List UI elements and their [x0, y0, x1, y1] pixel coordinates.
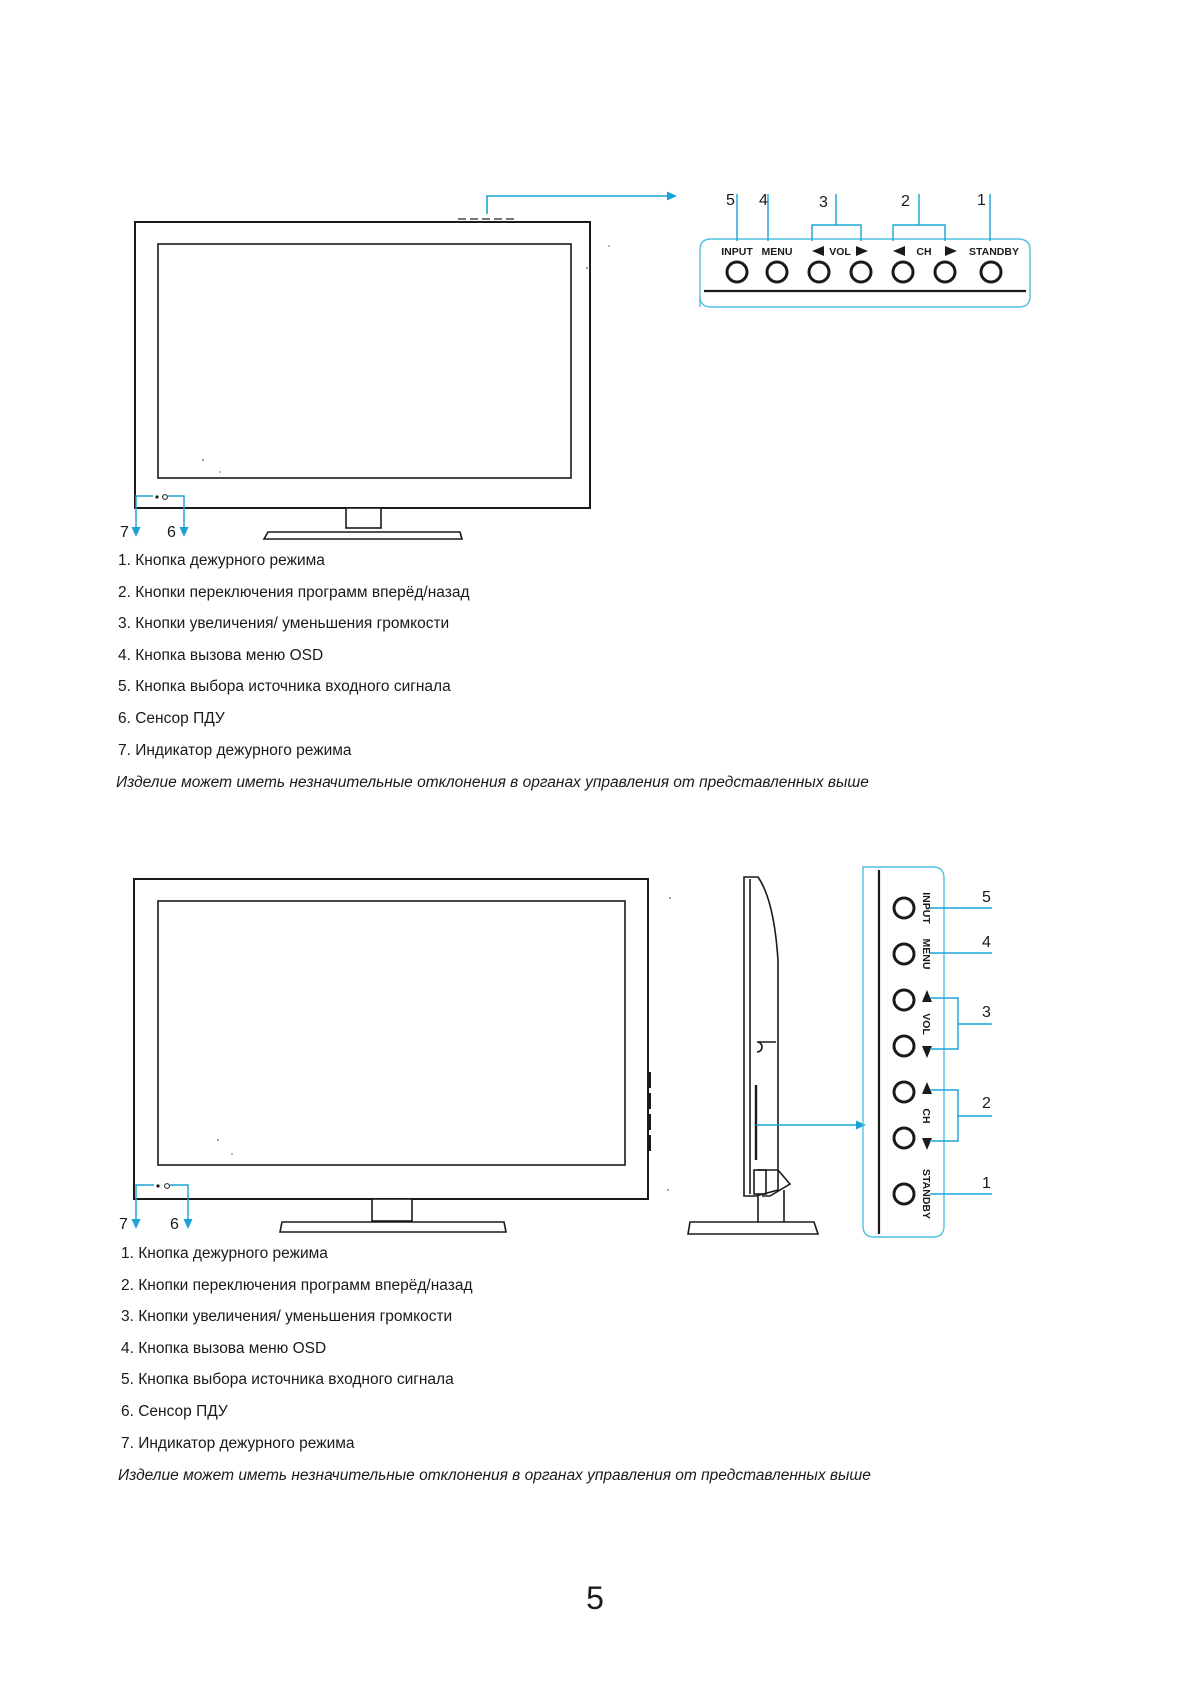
button-menu: [767, 262, 787, 282]
tv-front-diagram-bottom: [0, 850, 1190, 1250]
ch-down-icon: [922, 1138, 932, 1150]
legend-item: 5. Кнопка выбора источника входного сигнала: [118, 678, 451, 696]
side-panel-pointer: [756, 1121, 866, 1130]
button-input: [894, 898, 914, 918]
tv-stand-base: [280, 1222, 506, 1232]
sensor-arrow: [184, 1219, 193, 1229]
button-ch-down: [894, 1128, 914, 1148]
legend-item: 2. Кнопки переключения программ вперёд/назад: [118, 583, 470, 601]
label-input: INPUT: [920, 892, 932, 924]
callout-6: 6: [167, 524, 176, 541]
label-vol: VOL: [829, 246, 851, 258]
standby-indicator-dot: [155, 495, 158, 498]
legend-item: 3. Кнопки увеличения/ уменьшения громкости: [118, 615, 450, 633]
control-panel-horizontal: [700, 239, 1030, 307]
callout-7: 7: [120, 524, 129, 541]
tv-stand-neck: [372, 1199, 412, 1221]
legend-bottom: [121, 1238, 473, 1459]
diagram-top: [0, 0, 1190, 800]
panel-callout-4: 4: [982, 934, 991, 951]
button-vol-down: [894, 1036, 914, 1056]
page-number: 5: [586, 1580, 604, 1616]
button-vol-up: [851, 262, 871, 282]
label-standby: STANDBY: [920, 1169, 932, 1219]
button-vol-up: [894, 990, 914, 1010]
legend-item: 7. Индикатор дежурного режима: [121, 1434, 355, 1452]
legend-item: 6. Сенсор ПДУ: [121, 1402, 228, 1420]
panel-callout-3: 3: [982, 1004, 991, 1021]
legend-item: 7. Индикатор дежурного режима: [118, 741, 352, 759]
panel-pointer-arrow: [487, 192, 677, 215]
panel-callout-3: 3: [819, 194, 828, 211]
ch-up-icon: [945, 246, 957, 256]
vol-down-icon: [812, 246, 824, 256]
button-ch-down: [893, 262, 913, 282]
callout-6: 6: [170, 1216, 179, 1233]
button-menu: [894, 944, 914, 964]
legend-item: 4. Кнопка вызова меню OSD: [121, 1339, 327, 1357]
button-standby: [981, 262, 1001, 282]
button-ch-up: [894, 1082, 914, 1102]
remote-sensor-dot: [165, 1184, 170, 1189]
callout-7: 7: [119, 1216, 128, 1233]
tv-stand-base: [264, 532, 462, 539]
legend-item: 5. Кнопка выбора источника входного сигнала: [121, 1371, 454, 1389]
label-standby: STANDBY: [969, 246, 1019, 258]
vol-up-icon: [856, 246, 868, 256]
panel-callout-lines: [737, 194, 990, 241]
label-ch: CH: [916, 246, 932, 258]
sensor-callout-lines: [136, 496, 184, 528]
label-menu: MENU: [761, 246, 793, 258]
sensor-callout-lines: [136, 1185, 188, 1220]
legend-item: 3. Кнопки увеличения/ уменьшения громкости: [121, 1308, 453, 1326]
legend-item: 1. Кнопка дежурного режима: [121, 1245, 328, 1262]
remote-sensor-dot: [163, 495, 168, 500]
button-input: [727, 262, 747, 282]
control-panel-vertical: [863, 867, 944, 1237]
legend-item: 6. Сенсор ПДУ: [118, 709, 225, 727]
tv-screen: [158, 244, 571, 478]
ch-up-icon: [922, 1082, 932, 1094]
tv-stand-neck: [346, 508, 381, 528]
note-top: Изделие может иметь незначительные отклонения в органах управления от представленных выше: [116, 774, 869, 791]
tv-bezel: [135, 222, 590, 508]
label-menu: MENU: [920, 938, 932, 970]
label-vol: VOL: [920, 1013, 932, 1035]
tv-screen: [158, 901, 625, 1165]
panel-callout-2: 2: [982, 1095, 991, 1112]
button-vol-down: [809, 262, 829, 282]
legend-item: 2. Кнопки переключения программ вперёд/назад: [121, 1276, 473, 1294]
panel-callout-1: 1: [982, 1175, 991, 1192]
panel-callout-5: 5: [726, 192, 735, 209]
panel-callout-1: 1: [977, 192, 986, 209]
sensor-arrow: [180, 527, 189, 537]
top-buttons-marks: [455, 219, 520, 222]
panel-callout-4: 4: [759, 192, 768, 209]
vol-down-icon: [922, 1046, 932, 1058]
legend-item: 1. Кнопка дежурного режима: [118, 552, 325, 569]
button-standby: [894, 1184, 914, 1204]
label-ch: CH: [920, 1108, 932, 1124]
label-input: INPUT: [721, 246, 753, 258]
note-bottom: Изделие может иметь незначительные отклонения в органах управления от представленных выше: [118, 1467, 871, 1484]
diagram-bottom: [0, 850, 1190, 1610]
panel-callout-2: 2: [901, 193, 910, 210]
tv-bezel: [134, 879, 648, 1199]
legend-top: [118, 545, 470, 766]
button-ch-up: [935, 262, 955, 282]
vol-up-icon: [922, 990, 932, 1002]
ch-down-icon: [893, 246, 905, 256]
legend-item: 4. Кнопка вызова меню OSD: [118, 646, 324, 664]
tv-side-profile: [688, 877, 818, 1234]
panel-callout-5: 5: [982, 889, 991, 906]
indicator-arrow: [132, 527, 141, 537]
indicator-arrow: [132, 1219, 141, 1229]
standby-indicator-dot: [156, 1184, 159, 1187]
